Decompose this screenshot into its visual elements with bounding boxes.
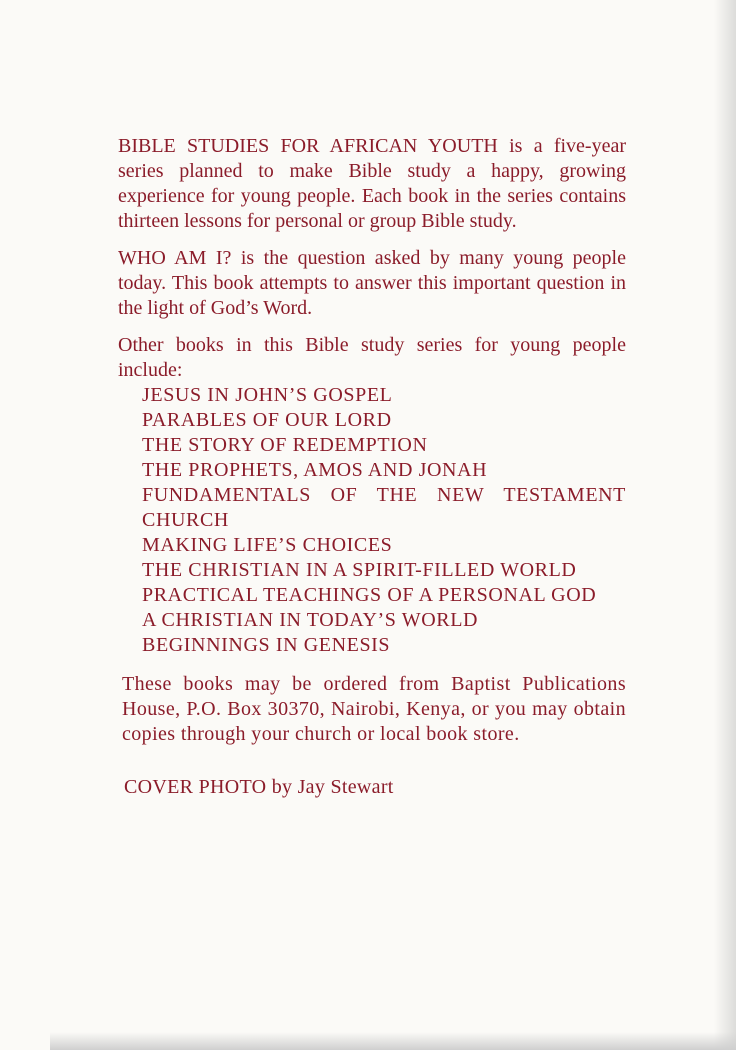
book-title: BEGINNINGS IN GENESIS	[142, 634, 391, 656]
book-title: FUNDAMENTALS OF THE NEW TESTAMENT CHURCH	[142, 484, 626, 531]
series-intro-paragraph: BIBLE STUDIES FOR AFRICAN YOUTH is a five-year series planned to make Bible study a happy, growing experience for young people. Each book in the series contains thirteen lessons for personal or group Bible study.	[118, 135, 626, 232]
book-title: PRACTICAL TEACHINGS OF A PERSONAL GOD	[142, 584, 597, 606]
other-books-intro: Other books in this Bible study series for young people include:	[118, 334, 626, 381]
book-title: THE PROPHETS, AMOS AND JONAH	[142, 459, 488, 481]
cover-photo-credit: COVER PHOTO by Jay Stewart	[124, 776, 394, 798]
back-cover-text	[118, 134, 626, 800]
book-title: MAKING LIFE’S CHOICES	[142, 534, 393, 556]
book-title: THE CHRISTIAN IN A SPIRIT-FILLED WORLD	[142, 559, 577, 581]
book-title-list	[118, 383, 626, 658]
ordering-paragraph: These books may be ordered from Baptist Publications House, P.O. Box 30370, Nairobi, Kenya, or you may obtain copies through your church or local book store.	[122, 673, 626, 745]
book-title: PARABLES OF OUR LORD	[142, 409, 392, 431]
book-title: THE STORY OF REDEMPTION	[142, 434, 428, 456]
book-title: A CHRISTIAN IN TODAY’S WORLD	[142, 609, 479, 631]
book-title: JESUS IN JOHN’S GOSPEL	[142, 384, 393, 406]
who-am-i-paragraph: WHO AM I? is the question asked by many young people today. This book attempts to answer this important question in the light of God’s Word.	[118, 247, 626, 319]
page-edge-shadow	[714, 0, 736, 1050]
page-bottom-shadow	[50, 1032, 736, 1050]
